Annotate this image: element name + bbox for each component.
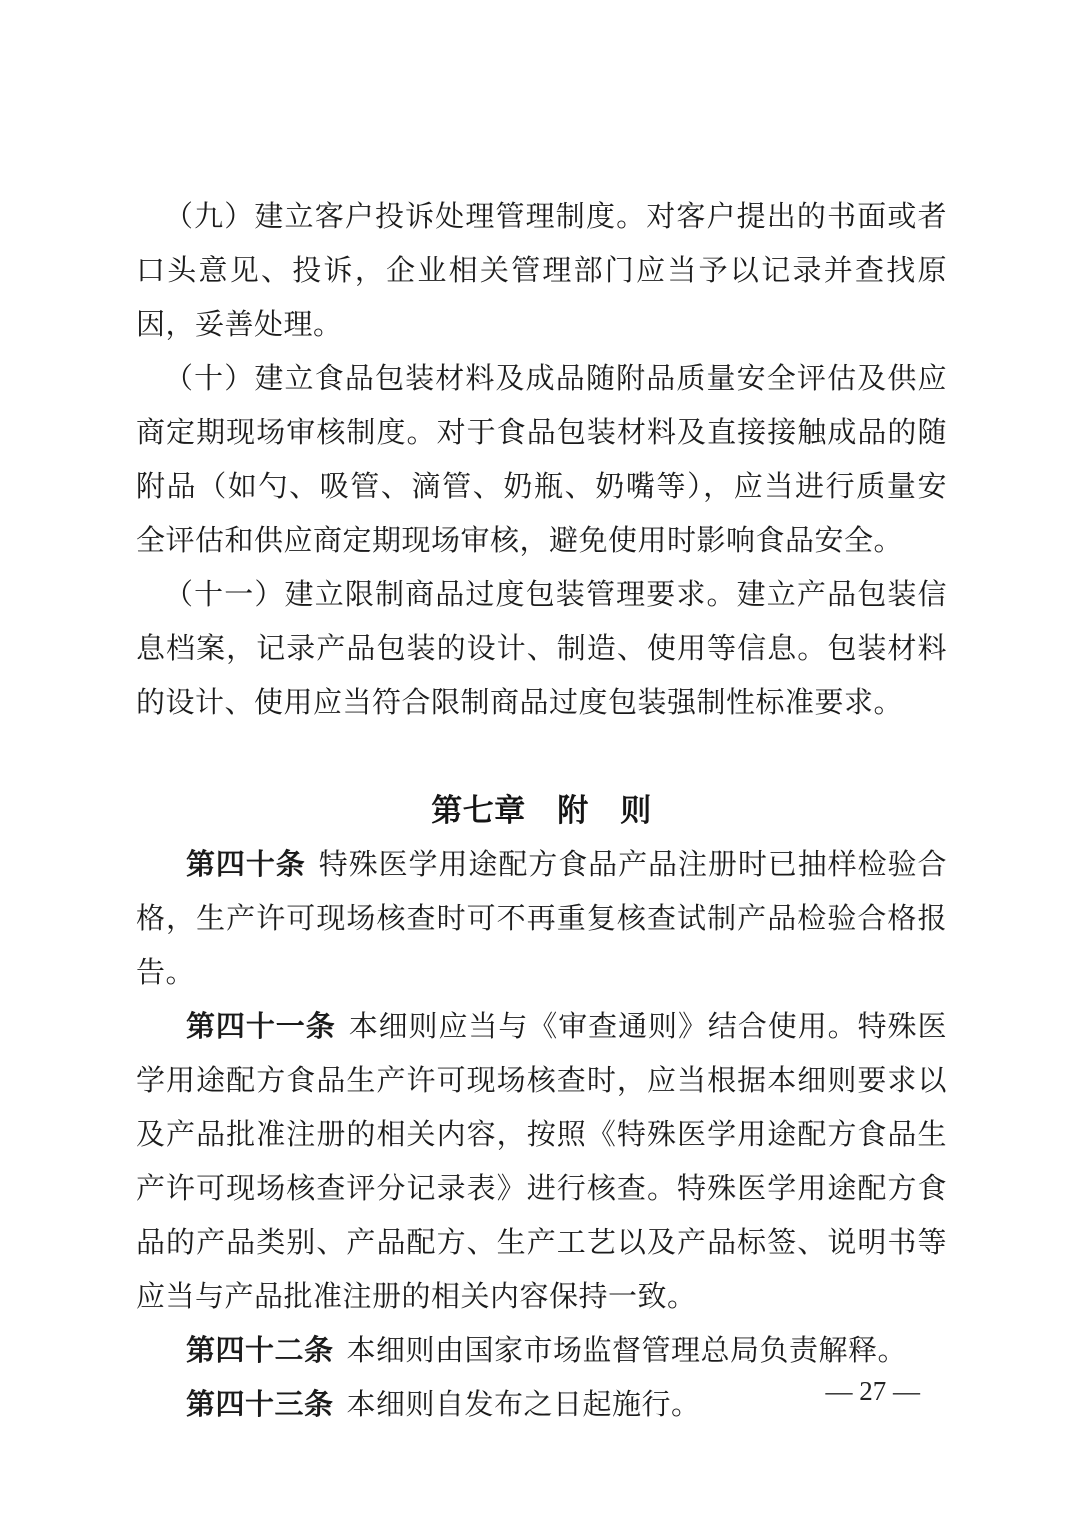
clause-paragraph-ten: （十）建立食品包装材料及成品随附品质量安全评估及供应商定期现场审核制度。对于食品包装材料及直接接触成品的随附品（如勺、吸管、滴管、奶瓶、奶嘴等），应当进行质量安全评估和供应商定期现场审核，避免使用时影响食品安全。 xyxy=(136,363,947,557)
article-40-paragraph xyxy=(136,838,947,1000)
article-43-text: 本细则自发布之日起施行。 xyxy=(346,1389,701,1421)
clause-paragraph-eleven: （十一）建立限制商品过度包装管理要求。建立产品包装信息档案，记录产品包装的设计、制造、使用等信息。包装材料的设计、使用应当符合限制商品过度包装强制性标准要求。 xyxy=(136,579,947,719)
article-40-text: 特殊医学用途配方食品产品注册时已抽样检验合格，生产许可现场核查时可不再重复核查试制产品检验合格报告。 xyxy=(136,849,947,989)
page-number: — 27 — xyxy=(825,1376,920,1406)
chapter-heading: 第七章 附 则 xyxy=(431,793,652,828)
clause-paragraph-nine: （九）建立客户投诉处理管理制度。对客户提出的书面或者口头意见、投诉，企业相关管理部门应当予以记录并查找原因，妥善处理。 xyxy=(136,201,947,341)
article-41-text: 本细则应当与《审查通则》结合使用。特殊医学用途配方食品生产许可现场核查时，应当根据本细则要求以及产品批准注册的相关内容，按照《特殊医学用途配方食品生产许可现场核查评分记录表》进行核查。特殊医学用途配方食品的产品类别、产品配方、生产工艺以及产品标签、说明书等应当与产品批准注册的相关内容保持一致。 xyxy=(136,1011,947,1313)
article-40-label: 第四十条 xyxy=(186,849,306,881)
document-body xyxy=(136,190,947,1432)
article-41-paragraph xyxy=(136,1000,947,1324)
article-43-label: 第四十三条 xyxy=(186,1389,334,1421)
article-41-label: 第四十一条 xyxy=(186,1011,336,1043)
article-42-text: 本细则由国家市场监督管理总局负责解释。 xyxy=(346,1335,908,1367)
article-42-label: 第四十二条 xyxy=(186,1335,334,1367)
article-42-paragraph xyxy=(136,1324,947,1378)
